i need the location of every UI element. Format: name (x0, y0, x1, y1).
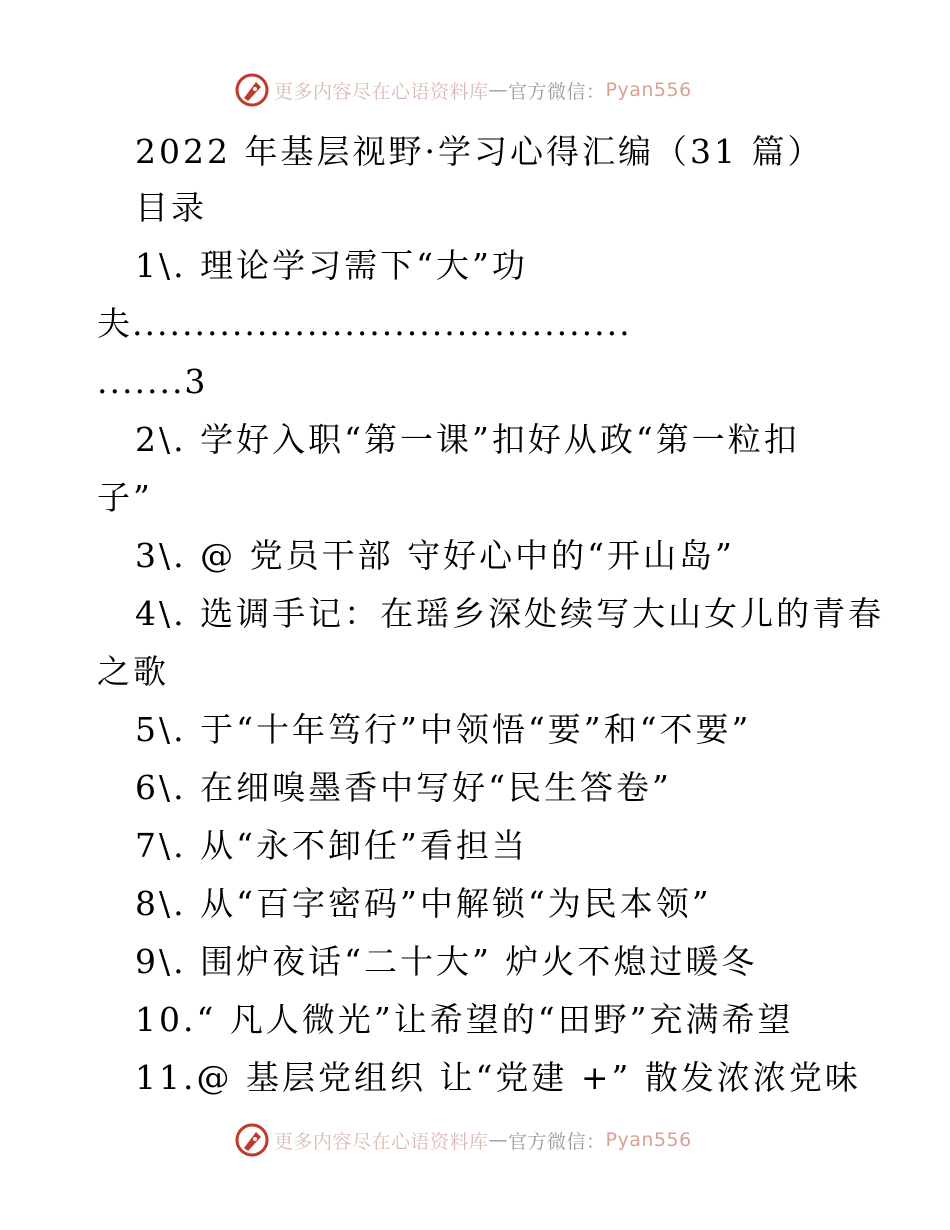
toc-item-8: 8\. 从“百字密码”中解锁“为民本领” (135, 884, 712, 923)
toc-item-6: 6\. 在细嗅墨香中写好“民生答卷” (135, 768, 672, 807)
watermark-wechat-id: Pyan556 (605, 1129, 692, 1151)
toc-item-4-line2: 之歌 (97, 652, 169, 691)
toc-item-2-line2: 子” (97, 478, 153, 517)
pen-nib-logo-icon (234, 72, 270, 108)
toc-item-1-line3: .......3 (97, 362, 208, 401)
watermark-separator: — (488, 79, 509, 101)
toc-heading: 目录 (135, 188, 207, 227)
watermark-footer (234, 1120, 692, 1160)
watermark-text: 更多内容尽在心语资料库 (274, 1130, 489, 1153)
toc-item-7: 7\. 从“永不卸任”看担当 (135, 826, 528, 865)
toc-item-5: 5\. 于“十年笃行”中领悟“要”和“不要” (135, 710, 752, 749)
watermark-label: 官方微信： (508, 1130, 606, 1153)
toc-item-4-line1: 4\. 选调手记：在瑶乡深处续写大山女儿的青春 (135, 594, 885, 633)
toc-item-3: 3\. @ 党员干部 守好心中的“开山岛” (135, 536, 735, 575)
watermark-label: 官方微信： (508, 80, 606, 103)
toc-item-11: 11.@ 基层党组织 让“党建 +” 散发浓浓党味 (135, 1058, 861, 1097)
watermark-wechat-id: Pyan556 (605, 79, 692, 101)
document-title: 2022 年基层视野·学习心得汇编（31 篇） (135, 132, 824, 171)
watermark-text: 更多内容尽在心语资料库 (274, 80, 489, 103)
pen-nib-logo-icon (234, 1122, 270, 1158)
watermark-header (234, 70, 692, 110)
toc-item-1-line1: 1\. 理论学习需下“大”功 (135, 246, 528, 285)
toc-item-10: 10.“ 凡人微光”让希望的“田野”充满希望 (135, 1000, 794, 1039)
toc-item-2-line1: 2\. 学好入职“第一课”扣好从政“第一粒扣 (135, 420, 800, 459)
toc-item-1-line2: 夫........................................ (97, 304, 632, 343)
watermark-separator: — (488, 1129, 509, 1151)
toc-item-9: 9\. 围炉夜话“二十大” 炉火不熄过暖冬 (135, 942, 758, 981)
